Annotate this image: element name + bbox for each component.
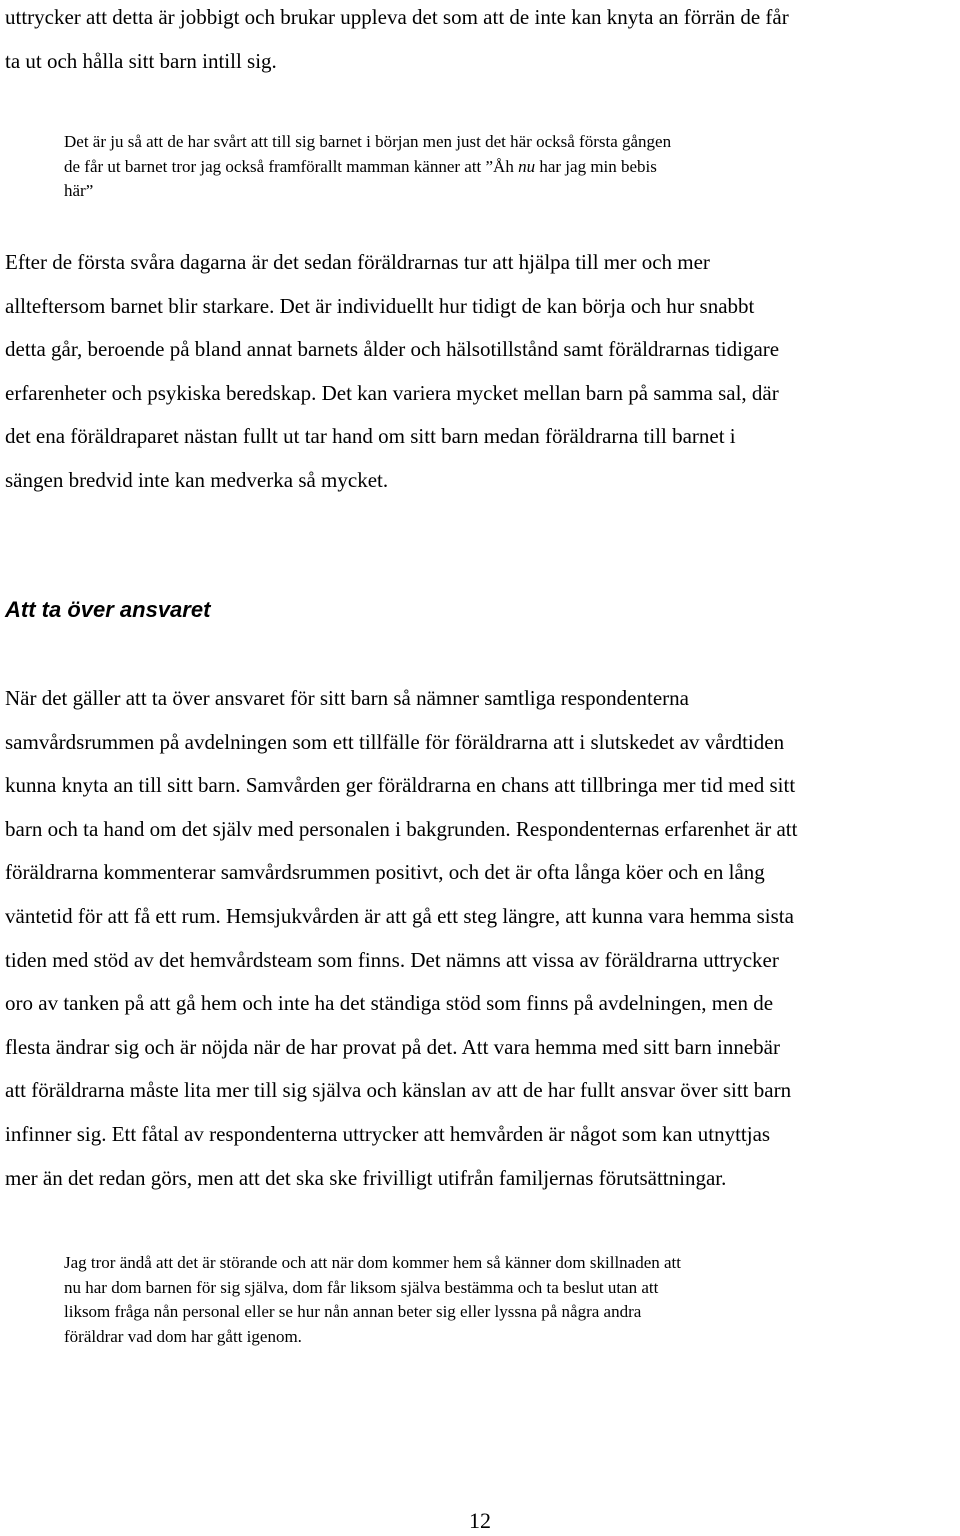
quote-line: nu har dom barnen för sig själva, dom får liksom själva bestämma och ta beslut utan att (64, 1277, 659, 1297)
quote-block-1 (64, 130, 944, 204)
paragraph-line: flesta ändrar sig och är nöjda när de har provat på det. Att vara hemma med sitt barn innebär (5, 1034, 780, 1059)
quote-line (64, 155, 944, 180)
paragraph-2 (5, 241, 960, 503)
paragraph-line: tiden med stöd av det hemvårdsteam som finns. Det nämns att vissa av föräldrarna uttrycker (5, 947, 779, 972)
paragraph-line: barn och ta hand om det själv med personalen i bakgrunden. Respondenternas erfarenhet är att (5, 816, 798, 841)
paragraph-line: oro av tanken på att gå hem och inte ha det ständiga stöd som finns på avdelningen, men de (5, 991, 774, 1016)
quote-emphasis: nu (518, 156, 536, 176)
quote-line: föräldrar vad dom har gått igenom. (64, 1326, 302, 1346)
quote-line: Det är ju så att de har svårt att till sig barnet i början men just det här också första gången (64, 132, 672, 151)
paragraph-line: kunna knyta an till sitt barn. Samvården ger föräldrarna en chans att tillbringa mer tid med sitt (5, 773, 796, 798)
paragraph-line: föräldrarna kommenterar samvårdsrummen positivt, och det är ofta långa köer och en lång (5, 860, 765, 885)
quote-block-2 (64, 1251, 944, 1349)
page-number: 12 (469, 1508, 491, 1533)
paragraph-line: mer än det redan görs, men att det ska ske frivilligt utifrån familjernas förutsättningar. (5, 1165, 727, 1190)
paragraph-line: När det gäller att ta över ansvaret för sitt barn så nämner samtliga respondenterna (5, 686, 689, 710)
paragraph-line: uttrycker att detta är jobbigt och brukar uppleva det som att de inte kan knyta an förrän de får (5, 5, 789, 29)
paragraph-line: Efter de första svåra dagarna är det sedan föräldrarnas tur att hjälpa till mer och mer (5, 250, 710, 274)
paragraph-line: sängen bredvid inte kan medverka så mycket. (5, 467, 389, 492)
paragraph-line: samvårdsrummen på avdelningen som ett tillfälle för föräldrarna att i slutskedet av vårdtiden (5, 729, 785, 754)
paragraph-line: att föräldrarna måste lita mer till sig själva och känslan av att de har fullt ansvar över sitt barn (5, 1078, 792, 1103)
quote-line: här” (64, 181, 94, 200)
section-heading: Att ta över ansvaret (5, 597, 211, 622)
quote-line: liksom fråga nån personal eller se hur nån annan beter sig eller lyssna på några andra (64, 1302, 642, 1321)
paragraph-3 (5, 677, 960, 1200)
paragraph-line: allteftersom barnet blir starkare. Det är individuellt hur tidigt de kan börja och hur snabbt (5, 293, 755, 318)
quote-text: de får ut barnet tror jag också framförallt mamman känner att ”Åh (64, 156, 519, 176)
paragraph-line: väntetid för att få ett rum. Hemsjukvården är att gå ett steg längre, att kunna vara hemma sista (5, 903, 794, 928)
paragraph-line: detta går, beroende på bland annat barnets ålder och hälsotillstånd samt föräldrarnas tidigare (5, 337, 780, 362)
paragraph-line: erfarenheter och psykiska beredskap. Det kan variera mycket mellan barn på samma sal, där (5, 380, 779, 405)
paragraph-line: det ena föräldraparet nästan fullt ut tar hand om sitt barn medan föräldrarna till barnet i (5, 424, 736, 449)
paragraph-line: infinner sig. Ett fåtal av respondenterna uttrycker att hemvården är något som kan utnyttjas (5, 1121, 771, 1146)
quote-line: Jag tror ändå att det är störande och att när dom kommer hem så känner dom skillnaden att (64, 1253, 681, 1272)
quote-text: har jag min bebis (535, 156, 657, 176)
paragraph-line: ta ut och hålla sitt barn intill sig. (5, 48, 277, 73)
paragraph-continued (5, 0, 960, 83)
